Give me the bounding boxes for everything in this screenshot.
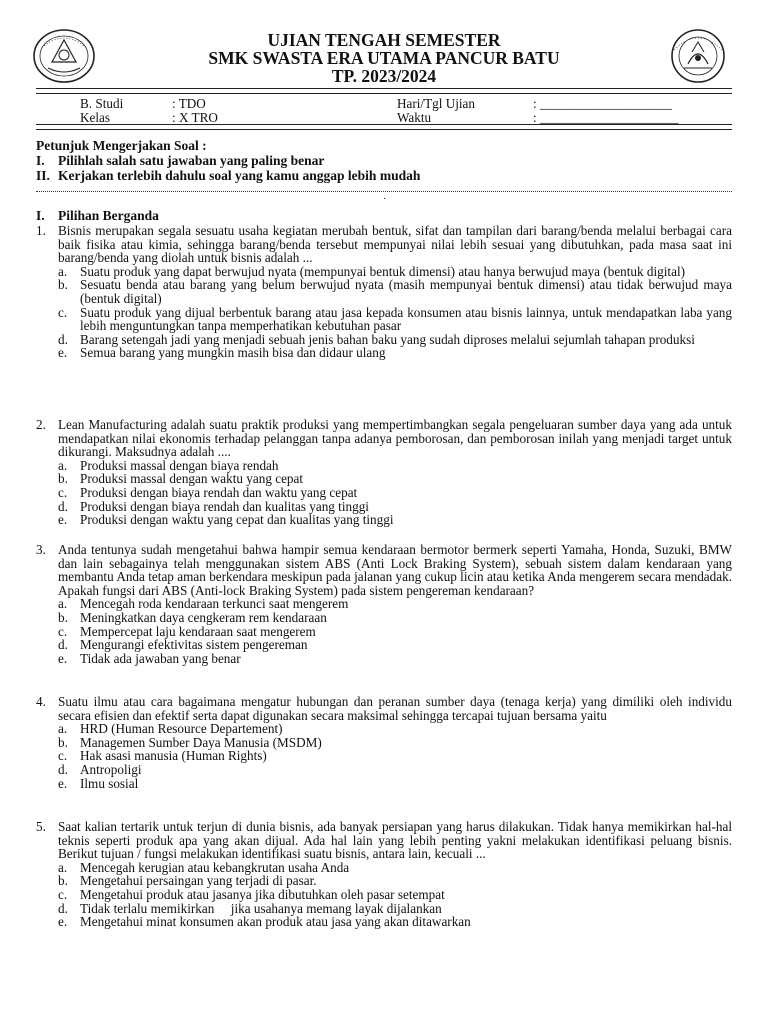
option-e[interactable] (58, 513, 732, 527)
option-letter: e. (58, 512, 68, 528)
option-text: Mempercepat laju kendaraan saat mengerem (80, 623, 316, 639)
option-letter: c. (58, 748, 68, 764)
waktu-label: Waktu (397, 110, 432, 125)
question-2 (36, 418, 732, 527)
option-text: Meningkatkan daya cengkeram rem kendaraan (80, 609, 327, 625)
school-name: SMK SWASTA ERA UTAMA PANCUR BATU (208, 48, 560, 68)
option-letter: a. (58, 721, 68, 737)
option-letter: e. (58, 650, 68, 666)
question-4 (36, 695, 732, 790)
option-text: Produksi massal dengan biaya rendah (80, 457, 279, 473)
option-c[interactable] (58, 749, 732, 763)
option-text: Hak asasi manusia (Human Rights) (80, 748, 267, 764)
option-d[interactable] (58, 500, 732, 514)
option-letter: b. (58, 609, 68, 625)
option-letter: d. (58, 498, 68, 514)
instruction-item (36, 154, 324, 168)
option-text: Ilmu sosial (80, 775, 139, 791)
option-text: Sesuatu benda atau barang yang belum berwujud nyata (masih mempunyai bentuk dimensi) atau tidak berwujud maya (bentuk digital) (80, 277, 732, 306)
question-number: 4. (36, 694, 46, 709)
center-dot-mark: · (383, 194, 387, 205)
instruction-text: Kerjakan terlebih dahulu soal yang kamu anggap lebih mudah (58, 168, 421, 183)
section-heading (36, 209, 159, 223)
option-e[interactable] (58, 777, 732, 791)
option-c[interactable] (58, 888, 732, 902)
dotted-divider (36, 191, 732, 192)
option-letter: e. (58, 345, 68, 361)
instruction-num: I. (36, 153, 45, 168)
studi-label: B. Studi (80, 96, 124, 111)
option-a[interactable] (58, 722, 732, 736)
option-letter: d. (58, 761, 68, 777)
instructions-title: Petunjuk Mengerjakan Soal : (36, 138, 207, 153)
section-num: I. (36, 208, 45, 223)
option-text: Produksi dengan waktu yang cepat dan kualitas yang tinggi (80, 512, 394, 528)
option-text: Tidak ada jawaban yang benar (80, 650, 241, 666)
option-a[interactable] (58, 459, 732, 473)
option-letter: b. (58, 277, 68, 293)
option-list (58, 459, 732, 527)
option-letter: a. (58, 263, 68, 279)
option-c[interactable] (58, 625, 732, 639)
option-d[interactable] (58, 333, 732, 347)
question-text: Suatu ilmu atau cara bagaimana mengatur hubungan dan peranan sumber daya (tenaga kerja) yang dimiliki oleh individu secara efisien dan efektif serta dapat digunakan secara maksimal sehingga tercapai tujuan bersama yaitu (58, 694, 732, 723)
option-text: Mengurangi efektivitas sistem pengereman (80, 637, 308, 653)
option-b[interactable] (58, 611, 732, 625)
section-title: Pilihan Berganda (58, 208, 159, 223)
option-letter: c. (58, 484, 68, 500)
option-text: Tidak terlalu memikirkan jika usahanya memang layak dijalankan (80, 900, 442, 916)
question-text: Saat kalian tertarik untuk terjun di dunia bisnis, ada banyak persiapan yang harus dilakukan. Tidak hanya memikirkan hal-hal teknis seperti produk apa yang akan dijual. Ada hal lain yang lebih penting yakni melakukan identifikasi peluang bisnis. Berikut tujuan / fungsi melakukan identifikasi suatu bisnis, antara lain, kecuali ... (58, 819, 732, 862)
option-letter: d. (58, 331, 68, 347)
option-text: Mengetahui minat konsumen akan produk atau jasa yang akan ditawarkan (80, 914, 471, 930)
option-d[interactable] (58, 763, 732, 777)
option-text: HRD (Human Resource Departement) (80, 721, 283, 737)
question-number: 1. (36, 223, 46, 238)
instruction-text: Pilihlah salah satu jawaban yang paling benar (58, 153, 325, 168)
hari-field: : ____________________ (533, 96, 672, 111)
option-letter: b. (58, 471, 68, 487)
waktu-field: : _____________________ (533, 110, 679, 125)
option-letter: d. (58, 900, 68, 916)
option-b[interactable] (58, 278, 732, 305)
option-text: Managemen Sumber Daya Manusia (MSDM) (80, 734, 322, 750)
question-number: 3. (36, 542, 46, 557)
option-text: Mengetahui produk atau jasanya jika dibutuhkan oleh pasar setempat (80, 886, 445, 902)
option-letter: c. (58, 623, 68, 639)
option-text: Suatu produk yang dijual berbentuk barang atau jasa kepada konsumen atau bisnis lainnya, untuk mendapatkan laba yang lebih menguntungkan tanpa memperhatikan kebutuhan pasar (80, 304, 732, 334)
option-text: Mencegah roda kendaraan terkunci saat mengerem (80, 596, 349, 612)
option-d[interactable] (58, 638, 732, 652)
question-text: Anda tentunya sudah mengetahui bahwa hampir semua kendaraan bermotor bermerk seperti Yamaha, Honda, Suzuki, BMW dan lain sebagainya telah menggunakan sistem ABS (Anti Lock Braking System), sebuah sistem dalam kendaraan yang membantu Anda tetap aman berkendara meskipun pada jalanan yang cukup licin atau ketika Anda mengerem secara mendadak. Apakah fungsi dari ABS (Anti-lock Braking System) pada sistem pengereman kendaraan? (58, 542, 732, 598)
option-text: Produksi massal dengan waktu yang cepat (80, 471, 304, 487)
option-b[interactable] (58, 874, 732, 888)
option-letter: c. (58, 304, 68, 320)
question-3 (36, 543, 732, 665)
double-divider-top (36, 88, 732, 94)
option-e[interactable] (58, 652, 732, 666)
hari-label: Hari/Tgl Ujian (397, 96, 476, 111)
option-d[interactable] (58, 902, 732, 916)
option-letter: e. (58, 775, 68, 791)
option-letter: a. (58, 859, 68, 875)
option-text: Suatu produk yang dapat berwujud nyata (mempunyai bentuk dimensi) atau hanya berwujud maya (bentuk digital) (80, 263, 685, 279)
question-1 (36, 224, 732, 360)
option-list (58, 597, 732, 665)
option-c[interactable] (58, 486, 732, 500)
option-b[interactable] (58, 736, 732, 750)
studi-value: : TDO (172, 96, 206, 111)
option-letter: c. (58, 886, 68, 902)
option-letter: b. (58, 873, 68, 889)
option-list (58, 265, 732, 360)
option-list (58, 722, 732, 790)
school-year: TP. 2023/2024 (331, 66, 437, 86)
option-text: Produksi dengan biaya rendah dan kualitas yang tinggi (80, 498, 369, 514)
option-text: Barang setengah jadi yang menjadi sebuah jenis bahan baku yang sudah diproses melalui sejumlah tahapan produksi (80, 331, 695, 347)
question-text: Bisnis merupakan segala sesuatu usaha kegiatan merubah bentuk, sifat dan tampilan dari barang/benda melalui berbagai cara baik fisika atau kimia, sehingga barang/benda tersebut mempunyai nilai lebih sesuai yang dibutuhkan, pada masa saat ini barang/benda yang diolah untuk bisnis adalah ... (58, 223, 732, 266)
option-text: Antropoligi (80, 761, 142, 777)
option-c[interactable] (58, 306, 732, 333)
option-b[interactable] (58, 472, 732, 486)
question-5 (36, 820, 732, 929)
option-a[interactable] (58, 861, 732, 875)
question-number: 5. (36, 819, 46, 834)
option-text: Produksi dengan biaya rendah dan waktu yang cepat (80, 484, 358, 500)
option-letter: d. (58, 637, 68, 653)
question-text: Lean Manufacturing adalah suatu praktik produksi yang mempertimbangkan segala pengeluaran sumber daya yang ada untuk mendapatkan nilai ekonomis terhadap pelanggan tanpa adanya pemborosan, dan pemborosan inilah yang menjadi target untuk dikurangi. Maksudnya adalah .... (58, 417, 732, 460)
option-text: Semua barang yang mungkin masih bisa dan didaur ulang (80, 345, 386, 361)
option-letter: b. (58, 734, 68, 750)
option-text: Mencegah kerugian atau kebangkrutan usaha Anda (80, 859, 350, 875)
option-letter: a. (58, 457, 68, 473)
option-a[interactable] (58, 265, 732, 279)
option-e[interactable] (58, 346, 732, 360)
kelas-label: Kelas (80, 110, 111, 125)
option-letter: a. (58, 596, 68, 612)
kelas-value: : X TRO (172, 110, 218, 125)
instruction-item (36, 169, 420, 183)
option-letter: e. (58, 914, 68, 930)
option-a[interactable] (58, 597, 732, 611)
double-divider-bottom (36, 124, 732, 130)
exam-title: UJIAN TENGAH SEMESTER (267, 30, 501, 50)
question-number: 2. (36, 417, 46, 432)
instruction-num: II. (36, 168, 50, 183)
option-text: Mengetahui persaingan yang terjadi di pasar. (80, 873, 317, 889)
option-e[interactable] (58, 915, 732, 929)
option-list (58, 861, 732, 929)
